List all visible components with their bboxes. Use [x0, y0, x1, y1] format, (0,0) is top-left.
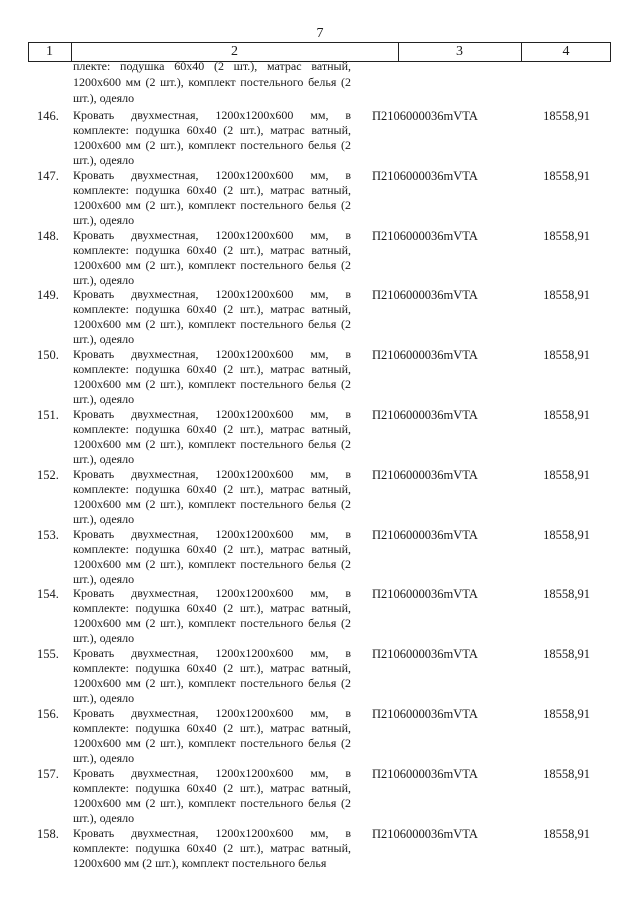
table-row [0, 527, 640, 587]
row-code: П2106000036mVTA [372, 348, 478, 362]
row-number: 156. [37, 707, 59, 721]
row-price: 18558,91 [543, 528, 590, 542]
row-description: Кровать двухместная, 1200х1200х600 мм, в комплекте: подушка 60х40 (2 шт.), матрас ватный, 1200х600 мм (2 шт.), комплект постельного белья [73, 826, 351, 870]
row-description: Кровать двухместная, 1200х1200х600 мм, в комплекте: подушка 60х40 (2 шт.), матрас ватный, 1200х600 мм (2 шт.), комплект постельного белья (2 шт.), одеяло [73, 287, 351, 346]
row-description: Кровать двухместная, 1200х1200х600 мм, в комплекте: подушка 60х40 (2 шт.), матрас ватный, 1200х600 мм (2 шт.), комплект постельного белья (2 шт.), одеяло [73, 646, 351, 705]
row-code: П2106000036mVTA [372, 647, 478, 661]
row-price: 18558,91 [543, 348, 590, 362]
row-code: П2106000036mVTA [372, 229, 478, 243]
column-header-1: 1 [46, 44, 53, 59]
row-description: Кровать двухместная, 1200х1200х600 мм, в комплекте: подушка 60х40 (2 шт.), матрас ватный, 1200х600 мм (2 шт.), комплект постельного белья (2 шт.), одеяло [73, 766, 351, 825]
row-description: Кровать двухместная, 1200х1200х600 мм, в комплекте: подушка 60х40 (2 шт.), матрас ватный, 1200х600 мм (2 шт.), комплект постельного белья (2 шт.), одеяло [73, 706, 351, 765]
row-description: Кровать двухместная, 1200х1200х600 мм, в комплекте: подушка 60х40 (2 шт.), матрас ватный, 1200х600 мм (2 шт.), комплект постельного белья (2 шт.), одеяло [73, 586, 351, 645]
row-price: 18558,91 [543, 587, 590, 601]
table-row [0, 108, 640, 168]
row-price: 18558,91 [543, 767, 590, 781]
table-row [0, 168, 640, 228]
table-row [0, 467, 640, 527]
row-code: П2106000036mVTA [372, 528, 478, 542]
row-number: 155. [37, 647, 59, 661]
row-price: 18558,91 [543, 169, 590, 183]
row-number: 150. [37, 348, 59, 362]
row-number: 153. [37, 528, 59, 542]
table-row [0, 826, 640, 886]
row-code: П2106000036mVTA [372, 169, 478, 183]
row-number: 151. [37, 408, 59, 422]
row-price: 18558,91 [543, 827, 590, 841]
table-row [0, 347, 640, 407]
row-number: 157. [37, 767, 59, 781]
column-header-4: 4 [562, 44, 570, 59]
row-price: 18558,91 [543, 288, 590, 302]
row-number: 146. [37, 109, 59, 123]
row-number: 154. [37, 587, 59, 601]
table-row [0, 228, 640, 288]
continued-description: плекте: подушка 60х40 (2 шт.), матрас ватный, 1200х600 мм (2 шт.), комплект постельного белья (2 шт.), одеяло [73, 59, 351, 105]
row-description: Кровать двухместная, 1200х1200х600 мм, в комплекте: подушка 60х40 (2 шт.), матрас ватный, 1200х600 мм (2 шт.), комплект постельного белья (2 шт.), одеяло [73, 527, 351, 586]
row-price: 18558,91 [543, 408, 590, 422]
row-price: 18558,91 [543, 109, 590, 123]
row-code: П2106000036mVTA [372, 587, 478, 601]
row-number: 149. [37, 288, 59, 302]
row-code: П2106000036mVTA [372, 288, 478, 302]
row-description: Кровать двухместная, 1200х1200х600 мм, в комплекте: подушка 60х40 (2 шт.), матрас ватный, 1200х600 мм (2 шт.), комплект постельного белья (2 шт.), одеяло [73, 407, 351, 466]
column-divider [610, 43, 611, 61]
row-description: Кровать двухместная, 1200х1200х600 мм, в комплекте: подушка 60х40 (2 шт.), матрас ватный, 1200х600 мм (2 шт.), комплект постельного белья (2 шт.), одеяло [73, 108, 351, 167]
page-number: 7 [316, 26, 324, 41]
row-number: 152. [37, 468, 59, 482]
row-code: П2106000036mVTA [372, 468, 478, 482]
table-row [0, 407, 640, 467]
table-row [0, 706, 640, 766]
row-number: 158. [37, 827, 59, 841]
column-header-3: 3 [456, 44, 463, 59]
row-code: П2106000036mVTA [372, 109, 478, 123]
row-price: 18558,91 [543, 229, 590, 243]
row-price: 18558,91 [543, 468, 590, 482]
table-row [0, 646, 640, 706]
row-description: Кровать двухместная, 1200х1200х600 мм, в комплекте: подушка 60х40 (2 шт.), матрас ватный, 1200х600 мм (2 шт.), комплект постельного белья (2 шт.), одеяло [73, 347, 351, 406]
row-code: П2106000036mVTA [372, 827, 478, 841]
row-code: П2106000036mVTA [372, 767, 478, 781]
column-header-2: 2 [231, 44, 238, 59]
row-price: 18558,91 [543, 647, 590, 661]
row-description: Кровать двухместная, 1200х1200х600 мм, в комплекте: подушка 60х40 (2 шт.), матрас ватный, 1200х600 мм (2 шт.), комплект постельного белья (2 шт.), одеяло [73, 467, 351, 526]
row-number: 148. [37, 229, 59, 243]
row-code: П2106000036mVTA [372, 707, 478, 721]
row-number: 147. [37, 169, 59, 183]
row-description: Кровать двухместная, 1200х1200х600 мм, в комплекте: подушка 60х40 (2 шт.), матрас ватный, 1200х600 мм (2 шт.), комплект постельного белья (2 шт.), одеяло [73, 168, 351, 227]
table-row [0, 586, 640, 646]
table-row [0, 287, 640, 347]
row-code: П2106000036mVTA [372, 408, 478, 422]
table-row [0, 766, 640, 826]
row-description: Кровать двухместная, 1200х1200х600 мм, в комплекте: подушка 60х40 (2 шт.), матрас ватный, 1200х600 мм (2 шт.), комплект постельного белья (2 шт.), одеяло [73, 228, 351, 287]
row-price: 18558,91 [543, 707, 590, 721]
